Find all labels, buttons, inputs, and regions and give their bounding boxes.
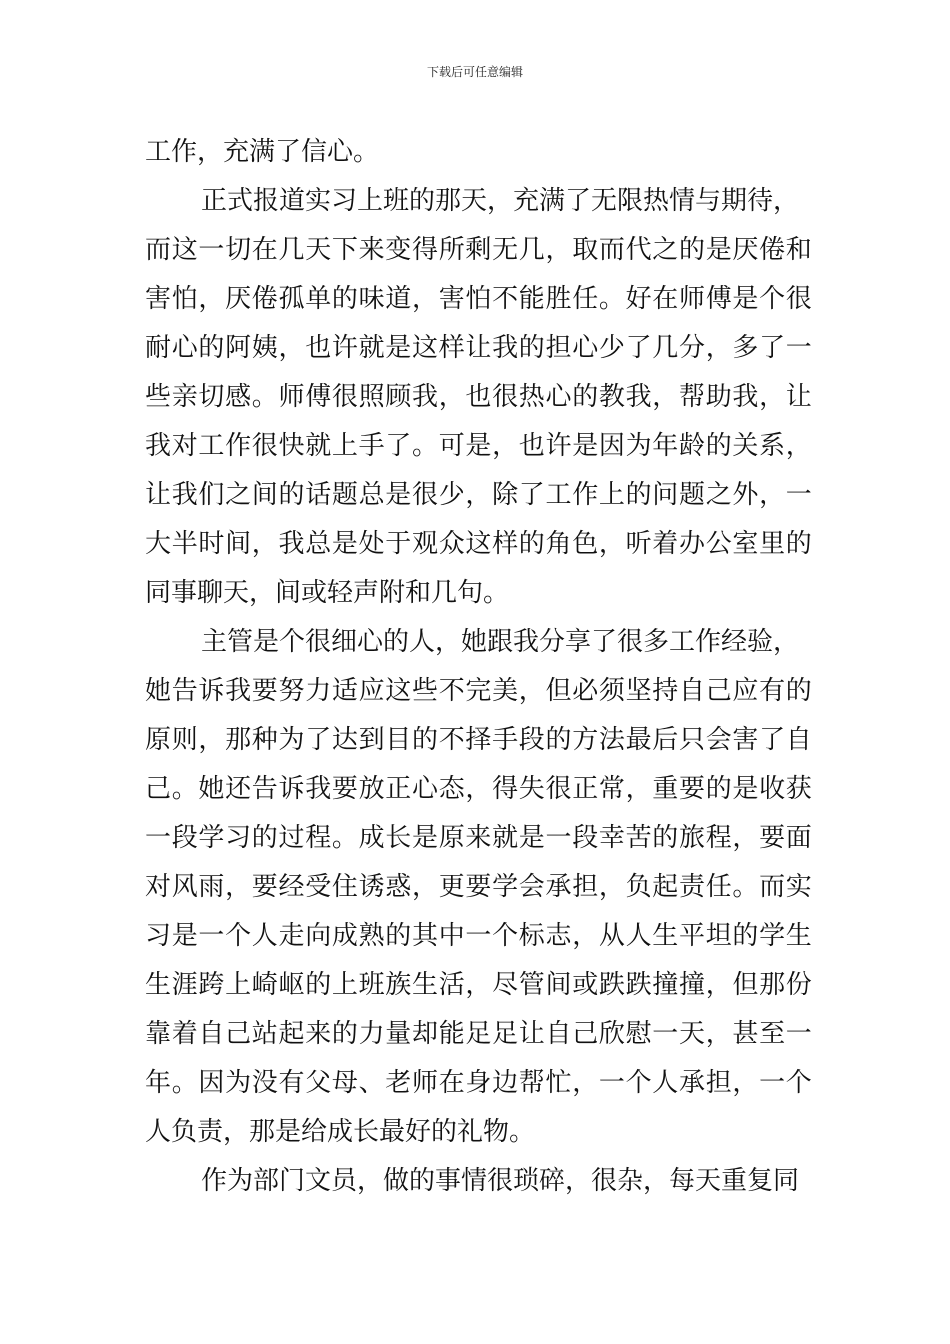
paragraph-start-line: 正式报道实习上班的那天，充满了无限热情与期待， (201, 186, 800, 216)
text-line: 大半时间，我总是处于观众这样的角色，听着办公室里的 (145, 529, 813, 559)
paragraph-start-line: 作为部门文员，做的事情很琐碎，很杂，每天重复同 (201, 1166, 800, 1196)
document-body (145, 128, 813, 1206)
text-line: 她告诉我要努力适应这些不完美，但必须坚持自己应有的 (145, 676, 813, 706)
text-line: 原则，那种为了达到目的不择手段的方法最后只会害了自 (145, 725, 813, 755)
text-line: 让我们之间的话题总是很少，除了工作上的问题之外，一 (145, 480, 813, 510)
text-line: 一段学习的过程。成长是原来就是一段幸苦的旅程，要面 (145, 823, 813, 853)
text-line: 些亲切感。师傅很照顾我，也很热心的教我，帮助我，让 (145, 382, 813, 412)
text-line: 靠着自己站起来的力量却能足足让自己欣慰一天，甚至一 (145, 1019, 813, 1049)
text-line: 害怕，厌倦孤单的味道，害怕不能胜任。好在师傅是个很 (145, 284, 813, 314)
text-line: 耐心的阿姨，也许就是这样让我的担心少了几分，多了一 (145, 333, 813, 363)
text-line: 年。因为没有父母、老师在身边帮忙，一个人承担，一个 (145, 1068, 813, 1098)
text-line: 而这一切在几天下来变得所剩无几，取而代之的是厌倦和 (145, 235, 813, 265)
text-line: 对风雨，要经受住诱惑，更要学会承担，负起责任。而实 (145, 872, 813, 902)
text-line: 人负责，那是给成长最好的礼物。 (145, 1117, 536, 1147)
text-line: 我对工作很快就上手了。可是，也许是因为年龄的关系， (145, 431, 813, 461)
text-line: 习是一个人走向成熟的其中一个标志，从人生平坦的学生 (145, 921, 813, 951)
paragraph-start-line: 主管是个很细心的人，她跟我分享了很多工作经验， (201, 627, 800, 657)
text-line: 己。她还告诉我要放正心态，得失很正常，重要的是收获 (145, 774, 813, 804)
text-line: 同事聊天，间或轻声附和几句。 (145, 578, 510, 608)
text-line: 工作，充满了信心。 (145, 137, 380, 167)
text-line: 生涯跨上崎岖的上班族生活，尽管间或跌跌撞撞，但那份 (145, 970, 813, 1000)
page-header: 下载后可任意编辑 (426, 65, 523, 79)
